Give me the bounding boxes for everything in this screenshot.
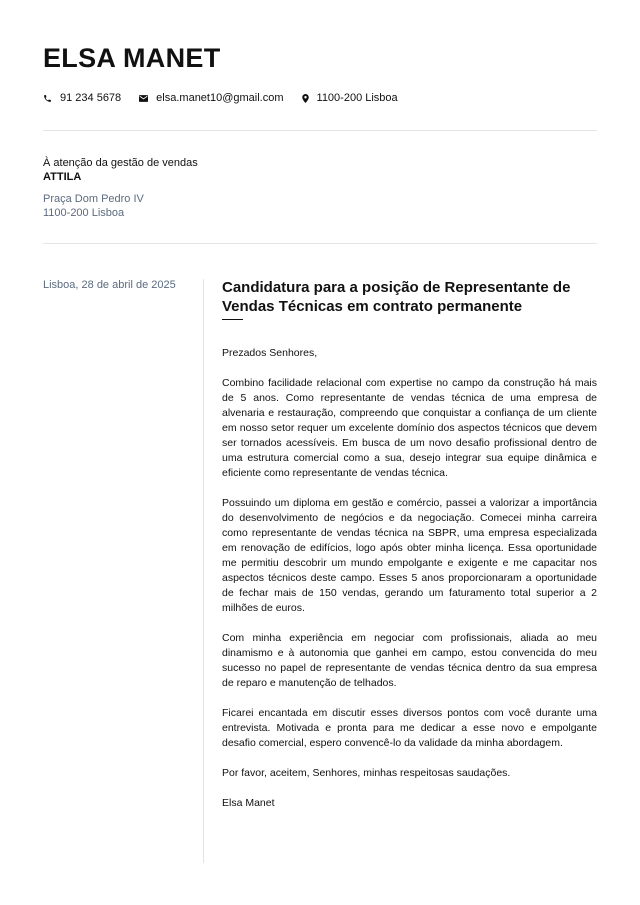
column-divider [203,279,204,863]
header-divider [43,130,597,131]
body-paragraph-2: Possuindo um diploma em gestão e comércio, passei a valorizar a importância do desenvolvimento de negócios e da negociação. Comecei minha carreira como representante de vendas técnica na SBPR, uma empresa especializada em renovação de edifícios, logo após obter minha licença. Essa oportunidade me permitiu descobrir um mundo empolgante e exigente e me capacitar nos aspectos técnicos deste campo. Esses 5 anos proporcionaram a oportunidade de fechar mais de 150 vendas, gerando um faturamento total superior a 2 milhões de euros. [222,497,597,614]
location-pin-icon [302,94,309,103]
salutation: Prezados Senhores, [222,347,318,359]
closing: Por favor, aceitem, Senhores, minhas respeitosas saudações. [222,767,511,779]
recipient-address-line1: Praça Dom Pedro IV [43,193,144,205]
applicant-name: ELSA MANET [43,43,221,73]
recipient-divider [43,243,597,244]
body-paragraph-1: Combino facilidade relacional com expertise no campo da construção há mais de 5 anos. Como representante de vendas técnica de uma empresa de alvenaria e restauração, compreendo que conquistar a confiança de um cliente em nosso setor requer um excelente domínio dos aspectos técnicos que devem ser tornados acessíveis. Em busca de um novo desafio profissional dentro de uma estrutura comercial como a sua, desejo integrar sua equipe dinâmica e eficiente como representante de vendas técnica. [222,377,597,479]
phone-icon [43,94,52,103]
body-paragraph-4: Ficarei encantada em discutir esses diversos pontos com você durante uma entrevista. Motivada e pronta para me dedicar a esse novo e empolgante desafio comercial, espero convencê-lo da validade da minha abordagem. [222,707,597,749]
letter-subject: Candidatura para a posição de Representante de Vendas Técnicas em contrato permanente [222,279,571,315]
email-address: elsa.manet10@gmail.com [156,92,284,104]
subject-underline [222,319,243,320]
signature: Elsa Manet [222,797,275,809]
letter-date: Lisboa, 28 de abril de 2025 [43,279,176,291]
contact-bar [43,90,416,106]
body-paragraph-3: Com minha experiência em negociar com profissionais, aliada ao meu dinamismo e à autonomia que ganhei em campo, estou convencida do meu sucesso no papel de representante de vendas técnica dentro da sua empresa de reparo e manutenção de telhados. [222,632,597,689]
recipient-company: ATTILA [43,171,82,183]
contact-email [139,92,283,104]
recipient-address-line2: 1100-200 Lisboa [43,207,125,219]
recipient-block [43,156,198,220]
recipient-attention: À atenção da gestão de vendas [43,157,198,169]
mail-icon [139,95,148,102]
phone-number: 91 234 5678 [60,92,122,104]
contact-phone [43,92,121,104]
letter-body [222,346,597,811]
contact-location [302,92,398,104]
location-text: 1100-200 Lisboa [316,92,398,104]
